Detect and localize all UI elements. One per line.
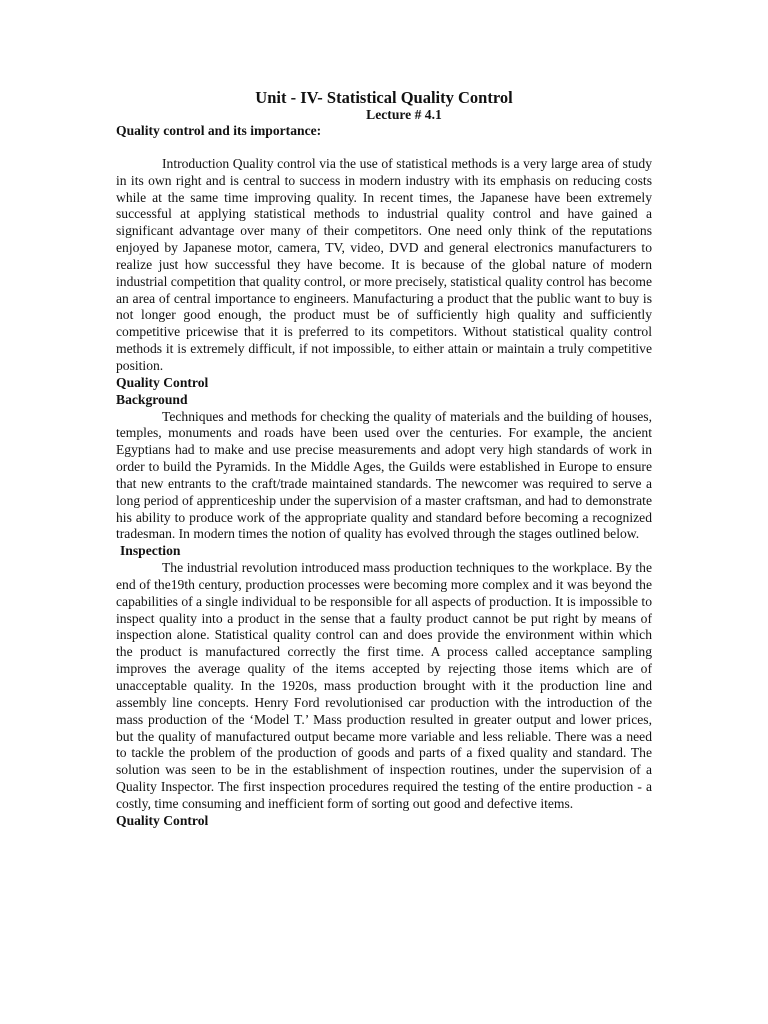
document-title: Unit - IV- Statistical Quality Control (255, 88, 513, 107)
section-heading-quality-control: Quality Control (116, 374, 209, 390)
paragraph-introduction: Introduction Quality control via the use of statistical methods is a very large area of study in its own right and is central to success in modern industry with its emphasis on reducing costs while at the same time improving quality. In recent times, the Japanese have been extremely successful at applying statistical methods to industrial quality control and have gained a significant advantage over many of their competitors. One need only think of the reputations enjoyed by Japanese motor, camera, TV, video, DVD and general electronics manufacturers to realize just how successful they have become. It is because of the global nature of modern industrial competition that quality control, or more precisely, statistical quality control has become an area of central importance to engineers. Manufacturing a product that the public want to buy is not longer good enough, the product must be of sufficiently high quality and sufficiently competitive pricewise that it is preferred to its competitors. Without statistical quality control methods it is extremely difficult, if not impossible, to either attain or maintain a truly competitive position. (116, 155, 652, 373)
paragraph-background: Techniques and methods for checking the quality of materials and the building of houses, temples, monuments and roads have been used over the centuries. For example, the ancient Egyptians had to make and use precise measurements and adopt very high standards of work in order to build the Pyramids. In the Middle Ages, the Guilds were established in Europe to ensure that new entrants to the craft/trade maintained standards. The newcomer was required to serve a long period of apprenticeship under the supervision of a master craftsman, and had to demonstrate his ability to produce work of the appropriate quality and standard before becoming a recognized tradesman. In modern times the notion of quality has evolved through the stages outlined below. (116, 408, 652, 542)
section-heading-background: Background (116, 391, 188, 407)
paragraph-inspection: The industrial revolution introduced mass production techniques to the workplace. By the end of the19th century, production processes were becoming more complex and it was beyond the capabilities of a single individual to be responsible for all aspects of production. It is impossible to inspect quality into a product in the sense that a faulty product cannot be put right by means of inspection alone. Statistical quality control can and does provide the environment within which the product is manufactured correctly the first time. A process called acceptance sampling improves the average quality of the items accepted by rejecting those items which are of unacceptable quality. In the 1920s, mass production brought with it the production line and assembly line concepts. Henry Ford revolutionised car production with the introduction of the mass production of the ‘Model T.’ Mass production resulted in greater output and lower prices, but the quality of manufactured output became more variable and less reliable. There was a need to tackle the problem of the production of goods and parts of a fixed quality and standard. The solution was seen to be in the establishment of inspection routines, under the supervision of a Quality Inspector. The first inspection procedures required the testing of the entire production - a costly, time consuming and inefficient form of sorting out good and defective items. (116, 560, 652, 811)
lecture-number: Lecture # 4.1 (366, 107, 442, 122)
section-heading-quality-control-importance: Quality control and its importance: (116, 123, 322, 138)
section-heading-quality-control-2: Quality Control (116, 812, 209, 828)
document-page (116, 88, 652, 830)
section-heading-inspection: Inspection (120, 543, 181, 559)
